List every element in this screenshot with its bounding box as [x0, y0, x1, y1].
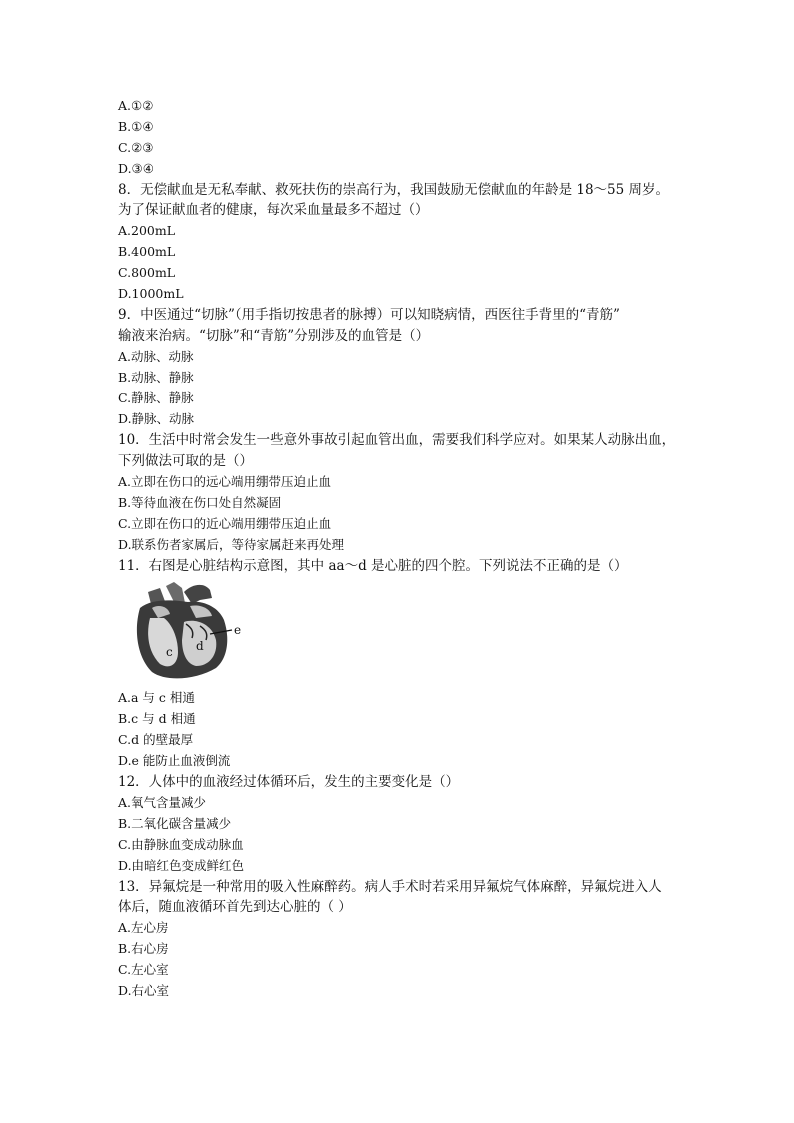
q12-option-a: A.氧气含量减少	[118, 794, 207, 810]
q11-option-d: D.e 能防止血液倒流	[118, 753, 231, 769]
q9-option-d: D.静脉、动脉	[118, 411, 195, 427]
q10-option-a: A.立即在伤口的远心端用绷带压迫止血	[118, 474, 332, 490]
q13-option-a: A.左心房	[118, 920, 169, 936]
q12-option-b: B.二氧化碳含量减少	[118, 815, 232, 831]
q10-option-b: B.等待血液在伤口处自然凝固	[118, 494, 282, 510]
q10-stem-line2: 下列做法可取的是（）	[118, 453, 253, 470]
aortic-arch-shape	[184, 585, 212, 604]
q11-stem: 11．右图是心脏结构示意图，其中 aa～d 是心脏的四个腔。下列说法不正确的是（）	[118, 557, 628, 574]
q9-option-c: C.静脉、静脉	[118, 390, 194, 406]
q7-option-d: D.③④	[118, 160, 154, 176]
q8-option-c: C.800mL	[118, 265, 176, 281]
q13-option-b: B.右心房	[118, 941, 169, 957]
q11-option-a: A.a 与 c 相通	[118, 690, 195, 706]
q9-stem-line1: 9．中医通过“切脉”（用手指切按患者的脉搏）可以知晓病情，西医往手背里的“青筋”	[118, 306, 620, 323]
q13-stem-line1: 13．异氟烷是一种常用的吸入性麻醉药。病人手术时若采用异氟烷气体麻醉，异氟烷进入人	[118, 878, 662, 895]
heart-structure-diagram	[126, 578, 698, 684]
exam-page	[118, 96, 698, 1002]
q7-option-c: C.②③	[118, 139, 154, 155]
q9-stem-line2: 输液来治病。“切脉”和“青筋”分别涉及的血管是（）	[118, 327, 430, 344]
q9-option-a: A.动脉、动脉	[118, 348, 194, 364]
q12-option-c: C.由静脉血变成动脉血	[118, 836, 244, 852]
q10-option-c: C.立即在伤口的近心端用绷带压迫止血	[118, 515, 332, 531]
q8-option-d: D.1000mL	[118, 286, 184, 302]
q9-option-b: B.动脉、静脉	[118, 369, 194, 385]
q10-stem-line1: 10．生活中时常会发生一些意外事故引起血管出血，需要我们科学应对。如果某人动脉出血，	[118, 432, 676, 449]
q12-option-d: D.由暗红色变成鲜红色	[118, 857, 245, 873]
q7-option-b: B.①④	[118, 118, 154, 134]
q13-option-d: D.右心室	[118, 982, 170, 998]
q7-option-a: A.①②	[118, 98, 154, 113]
label-e: e	[234, 623, 242, 638]
label-d: d	[196, 639, 204, 654]
q11-option-c: C.d 的壁最厚	[118, 732, 194, 748]
q8-stem-line2: 为了保证献血者的健康，每次采血量最多不超过（）	[118, 202, 429, 219]
q13-option-c: C.左心室	[118, 962, 169, 978]
q8-option-a: A.200mL	[118, 223, 176, 239]
heart-illustration	[126, 578, 286, 684]
label-c: c	[166, 645, 173, 660]
q11-option-b: B.c 与 d 相通	[118, 711, 196, 727]
q12-stem: 12．人体中的血液经过体循环后，发生的主要变化是（）	[118, 774, 460, 791]
q10-option-d: D.联系伤者家属后，等待家属赶来再处理	[118, 536, 345, 552]
q8-stem-line1: 8．无偿献血是无私奉献、救死扶伤的崇高行为，我国鼓励无偿献血的年龄是 18～55 周岁。	[118, 181, 670, 198]
q13-stem-line2: 体后，随血液循环首先到达心脏的（ ）	[118, 899, 352, 916]
q8-option-b: B.400mL	[118, 244, 176, 260]
